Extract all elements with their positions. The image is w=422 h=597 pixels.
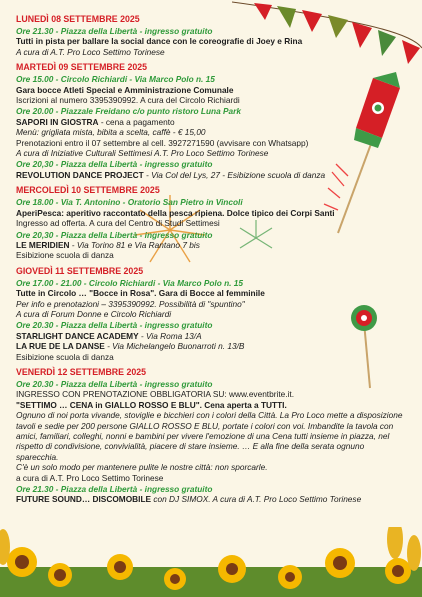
event [16, 379, 412, 483]
event-title-suffix: - Via Torino 81 e Via Rantano 7 bis [69, 239, 200, 250]
event-line: Esibizione scuola di danza [16, 250, 114, 261]
day-block [16, 14, 412, 57]
day-title: GIOVEDÌ 11 SETTEMBRE 2025 [16, 265, 144, 276]
event-title: LE MERIDIEN [16, 239, 70, 250]
day-block [16, 266, 412, 362]
event-time-place: Ore 21.30 - Piazza della Libertà - ingresso gratuito [16, 26, 213, 36]
event-title: REVOLUTION DANCE PROJECT [16, 169, 144, 180]
day-title: MARTEDÌ 09 SETTEMBRE 2025 [16, 62, 148, 73]
event-title: Gara bocce Atleti Special e Amministrazione Comunale [16, 84, 234, 95]
event-title-suffix: - Via Roma 13/A [138, 330, 202, 341]
event-title: FUTURE SOUND… DISCOMOBILE [16, 494, 152, 505]
event-line: Prenotazioni entro il 07 settembre al cell. 3927271590 (avvisare con Whatsapp) [16, 137, 309, 148]
event-line: A cura di Iniziative Culturali Settimesi A.T. Pro Loco Settimo Torinese [16, 148, 269, 159]
event-title: Tutte in Circolo … "Bocce in Rosa". Gara di Bocce al femminile [16, 288, 265, 299]
event-time-place: Ore 20.30 - Piazza della Libertà - ingresso gratuito [16, 320, 213, 331]
event-title-suffix: - Via Col del Lys, 27 - Esibizione scuola di danza [143, 169, 326, 180]
event-line: A cura di A.T. Pro Loco Settimo Torinese [16, 46, 165, 57]
day-title: MERCOLEDÌ 10 SETTEMBRE 2025 [16, 185, 160, 196]
event-time-place: Ore 20.00 - Piazzale Freidano c/o punto ristoro Luna Park [16, 106, 241, 117]
event-line: Per info e prenotazioni – 3395390992. Possibilità di "spuntino" [16, 298, 245, 309]
event-line: Menù: grigliata mista, bibita a scelta, caffè - € 15,00 [16, 127, 206, 138]
event-title-suffix: - Via Michelangelo Buonarroti n. 13/B [104, 341, 245, 352]
event [16, 320, 412, 362]
event-time-place: Ore 18.00 - Via T. Antonino - Oratorio San Pietro in Vincoli [16, 197, 243, 208]
event-title-suffix: con DJ SIMOX. A cura di A.T. Pro Loco Settimo Torinese [151, 494, 362, 505]
event [16, 197, 412, 228]
event-line: a cura di A.T. Pro Loco Settimo Torinese [16, 472, 164, 483]
event-line: Ognuno di noi porta vivande, stoviglie e bicchieri con i colori della Città. La Pro Loco mette a disposizione tavoli e sedie per 200 persone GIALLO ROSSO E BLU, portate i colori con voi. Imbandite la tavola con amici, familiari, colleghi, nonni e bambini per vivere l'emozione di una Cena tutti insieme in piazza, nel rispetto di condivisione, convivialità, piacere di stare insieme. … E alla fine della serata ognuno sparecchia. [16, 410, 403, 462]
event-line: Esibizione scuola di danza [16, 351, 114, 362]
program-content [16, 14, 412, 510]
event [16, 278, 412, 320]
event-time-place: Ore 21.30 - Piazza della Libertà - ingresso gratuito [16, 484, 213, 495]
day-block [16, 185, 412, 260]
event [16, 159, 412, 180]
event-title: Tutti in pista per ballare la social dance con le coreografie di Joey e Rina [16, 36, 303, 47]
event [16, 74, 412, 105]
event-title: LA RUE DE LA DANSE [16, 341, 105, 352]
event-line: Iscrizioni al numero 3395390992. A cura del Circolo Richiardi [16, 95, 240, 106]
event-line: "SETTIMO … CENA in GIALLO ROSSO E BLU". Cena aperta a TUTTI. [16, 399, 287, 410]
event-line: INGRESSO CON PRENOTAZIONE OBBLIGATORIA SU: www.eventbrite.it. [16, 389, 295, 400]
event-time-place: Ore 15.00 - Circolo Richiardi - Via Marco Polo n. 15 [16, 74, 215, 85]
event-title-suffix: - cena a pagamento [98, 116, 175, 127]
event-line: A cura di Forum Donne e Circolo Richiardi [16, 308, 172, 319]
event-time-place: Ore 20,30 - Piazza della Libertà - ingresso gratuito [16, 159, 213, 170]
day-block [16, 62, 412, 180]
event-time-place: Ore 20.30 - Piazza della Libertà - ingresso gratuito [16, 378, 213, 389]
event-time-place: Ore 20,30 - Piazza della Libertà - ingresso gratuito [16, 229, 213, 240]
day-title: LUNEDÌ 08 SETTEMBRE 2025 [16, 14, 140, 24]
event-title: AperiPesca: aperitivo raccontato della pesca ripiena. Dolce tipico dei Corpi Santi [16, 207, 335, 218]
event [16, 230, 412, 261]
event-time-place: Ore 17.00 - 21.00 - Circolo Richiardi - Via Marco Polo n. 15 [16, 277, 244, 288]
event-title: STARLIGHT DANCE ACADEMY [16, 330, 139, 341]
event [16, 106, 412, 158]
event-line: C'è un solo modo per mantenere pulite le nostre città: non sporcarle. [16, 462, 268, 473]
sunflowers-decoration [0, 527, 422, 597]
event [16, 26, 412, 57]
day-title: VENERDÌ 12 SETTEMBRE 2025 [16, 366, 147, 377]
event-line: Ingresso ad offerta. A cura del Centro di Studi Settimesi [16, 218, 220, 229]
event-title: SAPORI IN GIOSTRA [16, 116, 99, 127]
event [16, 484, 412, 505]
day-block [16, 367, 412, 505]
